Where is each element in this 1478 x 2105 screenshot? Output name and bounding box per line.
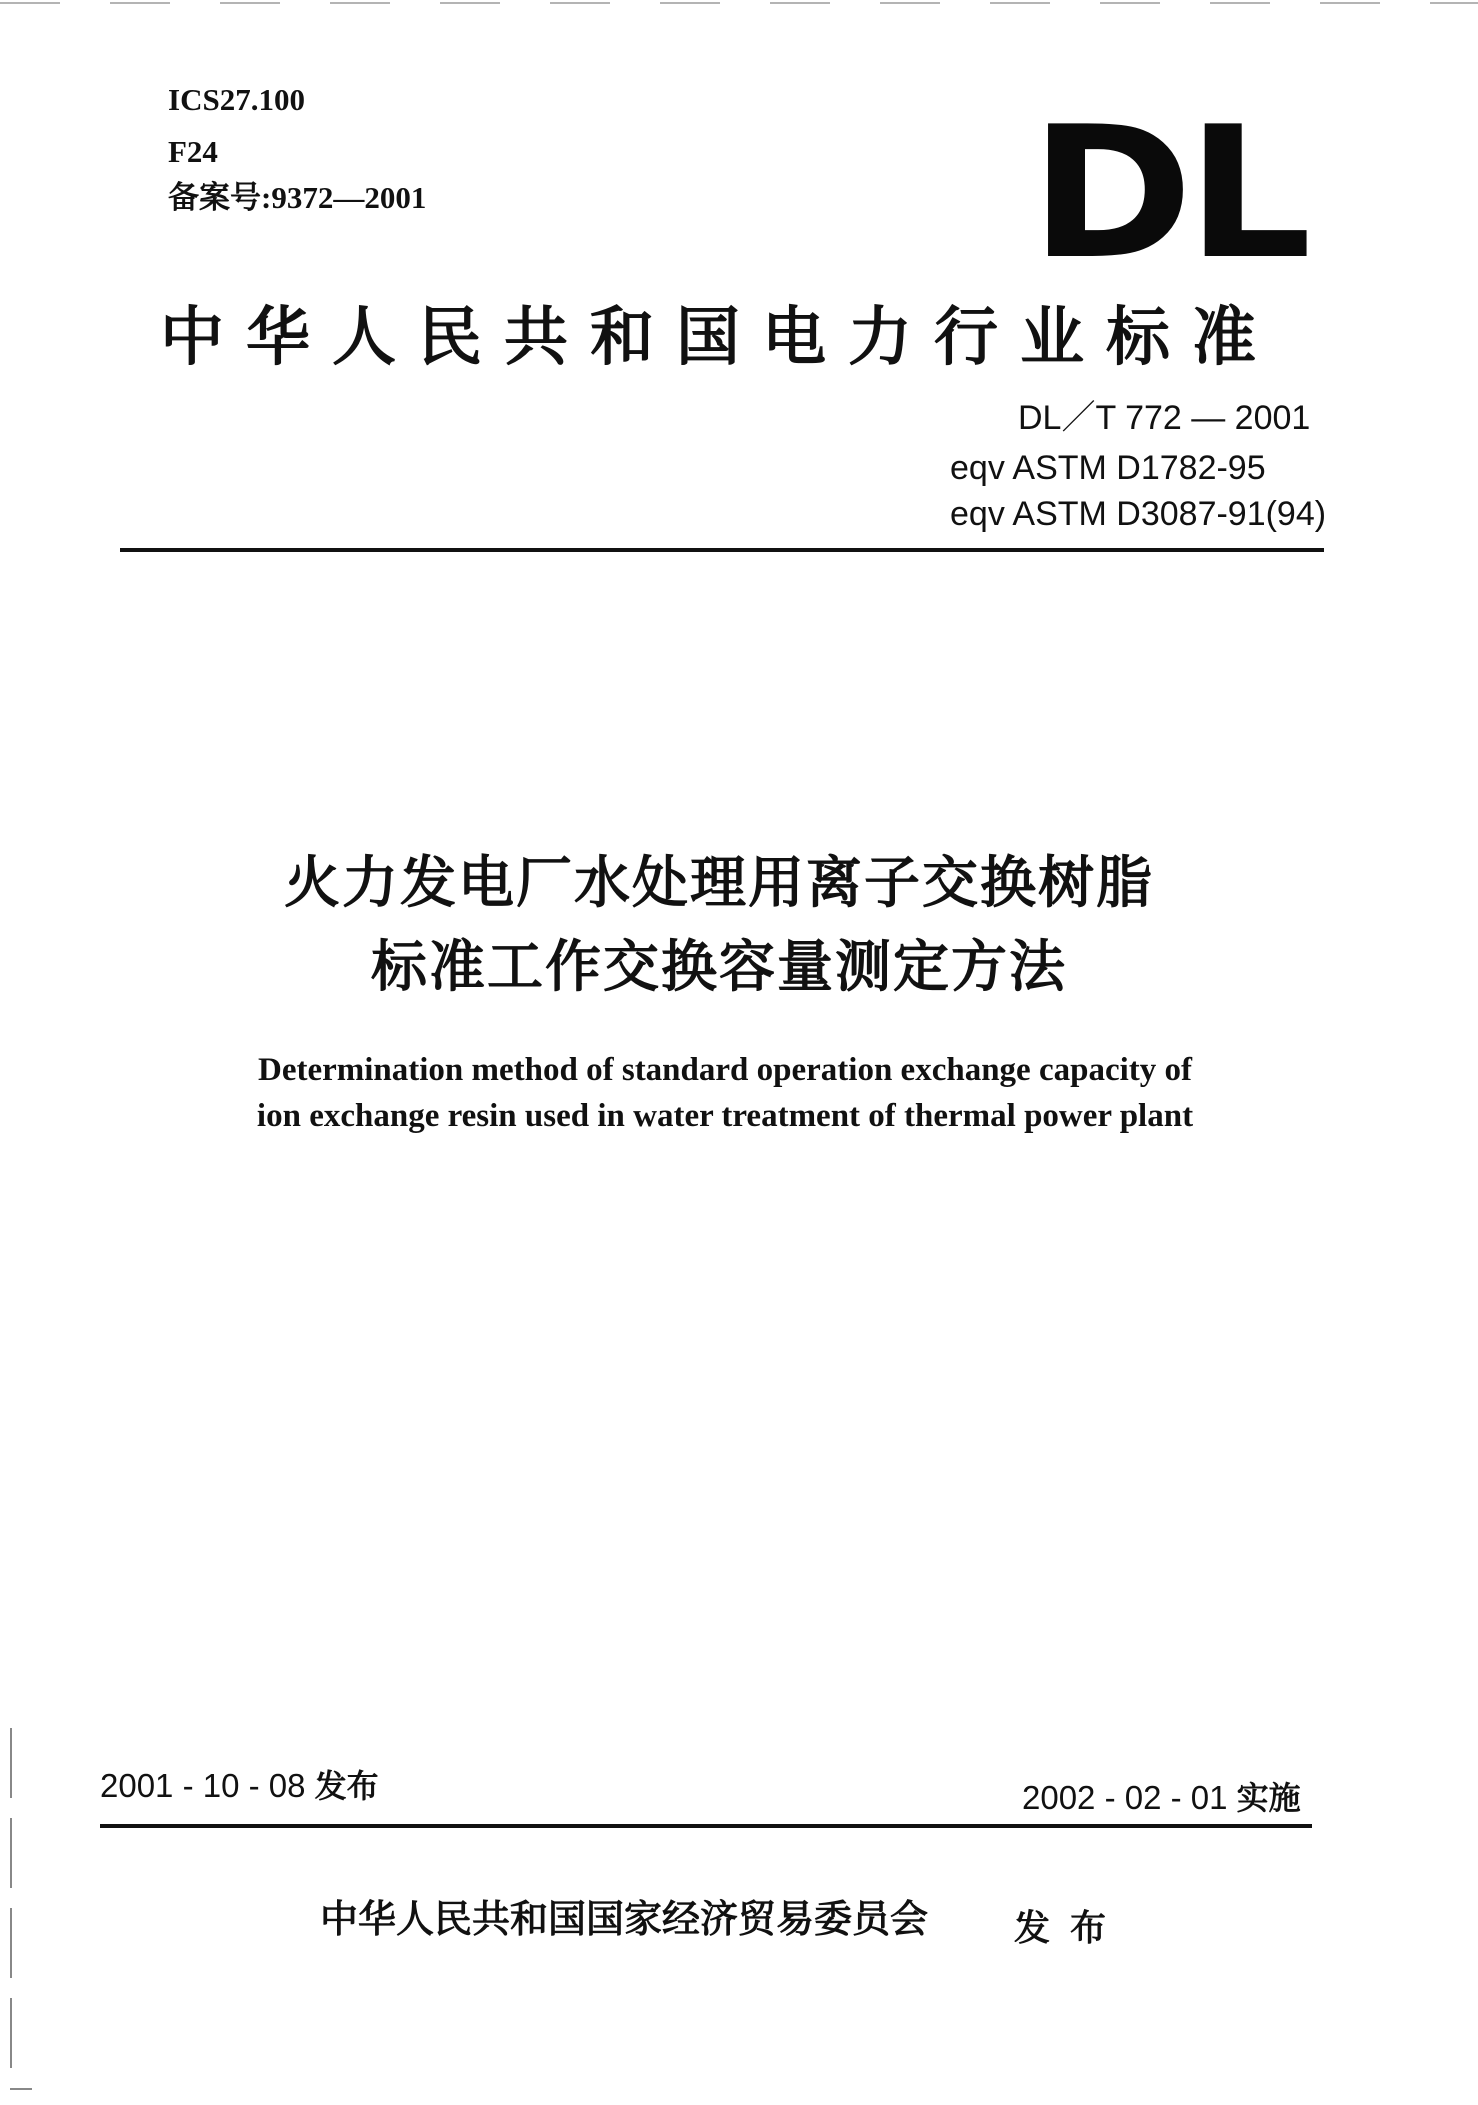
- standard-banner: 中华人民共和国电力行业标准: [160, 301, 1278, 375]
- header-divider: [120, 548, 1324, 552]
- equivalent-standard: eqv ASTM D1782-95: [950, 449, 1266, 487]
- binding-edge-artifact: [10, 1728, 12, 2088]
- title-chinese-line-1: 火力发电厂水处理用离子交换树脂: [284, 851, 1154, 916]
- issuing-authority: 中华人民共和国国家经济贸易委员会: [320, 1897, 929, 1941]
- binding-edge-artifact: [10, 2088, 32, 2090]
- implementation-date-value: 2002 - 02 - 01: [1022, 1779, 1228, 1816]
- title-english-line-1: Determination method of standard operation exchange capacity of: [258, 1052, 1192, 1088]
- implementation-date: [1022, 1778, 1301, 1818]
- scan-edge-artifact: [0, 2, 1478, 4]
- ics-code: ICS27.100: [168, 82, 305, 117]
- dl-logo: DL: [1030, 87, 1306, 299]
- equivalent-standard: eqv ASTM D3087-91(94): [950, 495, 1327, 533]
- issue-date-value: 2001 - 10 - 08: [100, 1767, 306, 1804]
- footer-divider: [100, 1824, 1312, 1828]
- issue-date-label: 发布: [314, 1767, 379, 1805]
- title-chinese-line-2: 标准工作交换容量测定方法: [371, 935, 1067, 1000]
- ccs-code: F24: [168, 134, 218, 169]
- standard-code: DL／T 772 — 2001: [1018, 399, 1311, 437]
- filing-number: 备案号:9372—2001: [168, 180, 427, 215]
- issuing-action: 发布: [1014, 1908, 1127, 1949]
- title-english-line-2: ion exchange resin used in water treatment of thermal power plant: [256, 1098, 1194, 1134]
- implementation-date-label: 实施: [1236, 1779, 1301, 1817]
- issue-date: [100, 1766, 379, 1806]
